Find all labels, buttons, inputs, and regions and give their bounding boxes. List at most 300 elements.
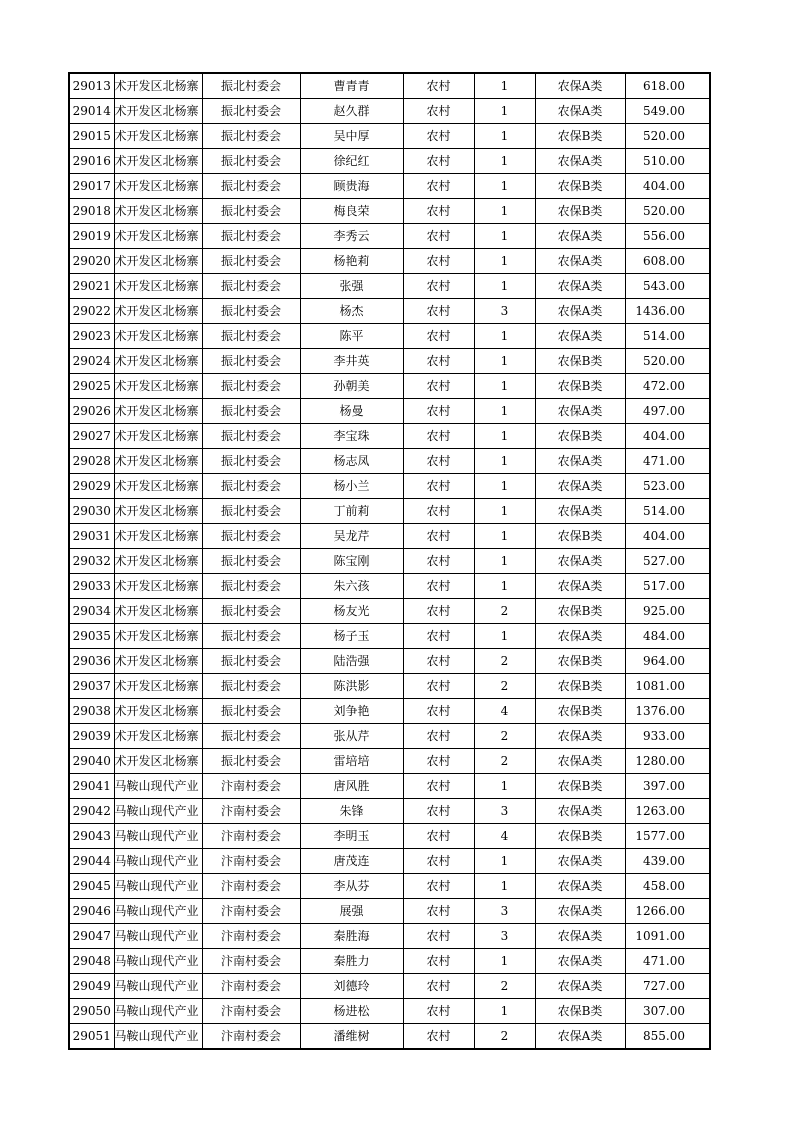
record-id-cell: 29017 [69, 174, 114, 199]
village-committee-cell: 振北村委会 [202, 424, 300, 449]
table-row [69, 574, 710, 599]
insurance-category-cell: 农保A类 [535, 73, 625, 99]
record-id-cell: 29027 [69, 424, 114, 449]
amount-cell: 471.00 [625, 449, 710, 474]
person-name-cell: 吴中厚 [300, 124, 403, 149]
person-name-cell: 张从芹 [300, 724, 403, 749]
insurance-category-cell: 农保B类 [535, 699, 625, 724]
village-committee-cell: 振北村委会 [202, 199, 300, 224]
township-cell: 术开发区北杨寨 [114, 699, 202, 724]
insurance-category-cell: 农保A类 [535, 949, 625, 974]
village-committee-cell: 振北村委会 [202, 699, 300, 724]
table-row [69, 674, 710, 699]
amount-cell: 855.00 [625, 1024, 710, 1050]
insurance-category-cell: 农保A类 [535, 274, 625, 299]
member-count-cell: 2 [474, 674, 535, 699]
village-committee-cell: 振北村委会 [202, 474, 300, 499]
subsidy-roster-table [68, 72, 711, 1050]
record-id-cell: 29023 [69, 324, 114, 349]
household-type-cell: 农村 [403, 499, 474, 524]
record-id-cell: 29035 [69, 624, 114, 649]
household-type-cell: 农村 [403, 299, 474, 324]
table-row [69, 899, 710, 924]
person-name-cell: 梅良荣 [300, 199, 403, 224]
person-name-cell: 李井英 [300, 349, 403, 374]
amount-cell: 514.00 [625, 499, 710, 524]
member-count-cell: 2 [474, 724, 535, 749]
amount-cell: 520.00 [625, 199, 710, 224]
person-name-cell: 朱锋 [300, 799, 403, 824]
person-name-cell: 杨小兰 [300, 474, 403, 499]
township-cell: 术开发区北杨寨 [114, 274, 202, 299]
insurance-category-cell: 农保B类 [535, 374, 625, 399]
record-id-cell: 29041 [69, 774, 114, 799]
record-id-cell: 29013 [69, 73, 114, 99]
member-count-cell: 1 [474, 424, 535, 449]
village-committee-cell: 振北村委会 [202, 499, 300, 524]
household-type-cell: 农村 [403, 324, 474, 349]
member-count-cell: 1 [474, 124, 535, 149]
record-id-cell: 29046 [69, 899, 114, 924]
household-type-cell: 农村 [403, 224, 474, 249]
insurance-category-cell: 农保A类 [535, 249, 625, 274]
insurance-category-cell: 农保B类 [535, 124, 625, 149]
table-row [69, 824, 710, 849]
record-id-cell: 29043 [69, 824, 114, 849]
member-count-cell: 1 [474, 399, 535, 424]
member-count-cell: 3 [474, 799, 535, 824]
member-count-cell: 1 [474, 349, 535, 374]
member-count-cell: 1 [474, 574, 535, 599]
amount-cell: 1263.00 [625, 799, 710, 824]
member-count-cell: 1 [474, 774, 535, 799]
township-cell: 术开发区北杨寨 [114, 124, 202, 149]
member-count-cell: 3 [474, 924, 535, 949]
table-row [69, 749, 710, 774]
amount-cell: 404.00 [625, 174, 710, 199]
table-row [69, 999, 710, 1024]
village-committee-cell: 汴南村委会 [202, 849, 300, 874]
township-cell: 马鞍山现代产业 [114, 849, 202, 874]
amount-cell: 523.00 [625, 474, 710, 499]
person-name-cell: 徐纪红 [300, 149, 403, 174]
insurance-category-cell: 农保B类 [535, 424, 625, 449]
amount-cell: 520.00 [625, 349, 710, 374]
village-committee-cell: 振北村委会 [202, 749, 300, 774]
household-type-cell: 农村 [403, 824, 474, 849]
person-name-cell: 杨志凤 [300, 449, 403, 474]
village-committee-cell: 振北村委会 [202, 299, 300, 324]
member-count-cell: 3 [474, 899, 535, 924]
village-committee-cell: 振北村委会 [202, 574, 300, 599]
table-row [69, 724, 710, 749]
amount-cell: 439.00 [625, 849, 710, 874]
amount-cell: 471.00 [625, 949, 710, 974]
township-cell: 马鞍山现代产业 [114, 774, 202, 799]
amount-cell: 556.00 [625, 224, 710, 249]
village-committee-cell: 汴南村委会 [202, 774, 300, 799]
village-committee-cell: 振北村委会 [202, 99, 300, 124]
village-committee-cell: 振北村委会 [202, 73, 300, 99]
member-count-cell: 1 [474, 274, 535, 299]
township-cell: 马鞍山现代产业 [114, 924, 202, 949]
household-type-cell: 农村 [403, 949, 474, 974]
person-name-cell: 曹青青 [300, 73, 403, 99]
record-id-cell: 29038 [69, 699, 114, 724]
record-id-cell: 29025 [69, 374, 114, 399]
insurance-category-cell: 农保B类 [535, 674, 625, 699]
amount-cell: 1081.00 [625, 674, 710, 699]
household-type-cell: 农村 [403, 174, 474, 199]
member-count-cell: 1 [474, 99, 535, 124]
table-row [69, 624, 710, 649]
member-count-cell: 1 [474, 474, 535, 499]
household-type-cell: 农村 [403, 124, 474, 149]
township-cell: 马鞍山现代产业 [114, 1024, 202, 1050]
record-id-cell: 29014 [69, 99, 114, 124]
township-cell: 术开发区北杨寨 [114, 749, 202, 774]
household-type-cell: 农村 [403, 849, 474, 874]
table-row [69, 649, 710, 674]
amount-cell: 1436.00 [625, 299, 710, 324]
table-row [69, 699, 710, 724]
person-name-cell: 陈宝刚 [300, 549, 403, 574]
person-name-cell: 潘维树 [300, 1024, 403, 1050]
amount-cell: 497.00 [625, 399, 710, 424]
amount-cell: 618.00 [625, 73, 710, 99]
person-name-cell: 李宝珠 [300, 424, 403, 449]
record-id-cell: 29036 [69, 649, 114, 674]
village-committee-cell: 振北村委会 [202, 549, 300, 574]
person-name-cell: 吴龙芹 [300, 524, 403, 549]
household-type-cell: 农村 [403, 449, 474, 474]
table-row [69, 599, 710, 624]
village-committee-cell: 汴南村委会 [202, 874, 300, 899]
township-cell: 术开发区北杨寨 [114, 199, 202, 224]
household-type-cell: 农村 [403, 274, 474, 299]
record-id-cell: 29026 [69, 399, 114, 424]
insurance-category-cell: 农保A类 [535, 549, 625, 574]
township-cell: 术开发区北杨寨 [114, 574, 202, 599]
member-count-cell: 1 [474, 224, 535, 249]
insurance-category-cell: 农保A类 [535, 1024, 625, 1050]
village-committee-cell: 振北村委会 [202, 674, 300, 699]
village-committee-cell: 汴南村委会 [202, 924, 300, 949]
member-count-cell: 2 [474, 1024, 535, 1050]
household-type-cell: 农村 [403, 999, 474, 1024]
insurance-category-cell: 农保A类 [535, 324, 625, 349]
village-committee-cell: 汴南村委会 [202, 999, 300, 1024]
person-name-cell: 秦胜力 [300, 949, 403, 974]
amount-cell: 484.00 [625, 624, 710, 649]
amount-cell: 727.00 [625, 974, 710, 999]
village-committee-cell: 汴南村委会 [202, 1024, 300, 1050]
table-row [69, 224, 710, 249]
insurance-category-cell: 农保A类 [535, 899, 625, 924]
record-id-cell: 29047 [69, 924, 114, 949]
village-committee-cell: 振北村委会 [202, 599, 300, 624]
person-name-cell: 唐茂连 [300, 849, 403, 874]
township-cell: 马鞍山现代产业 [114, 874, 202, 899]
person-name-cell: 刘德玲 [300, 974, 403, 999]
village-committee-cell: 汴南村委会 [202, 799, 300, 824]
person-name-cell: 杨子玉 [300, 624, 403, 649]
township-cell: 术开发区北杨寨 [114, 499, 202, 524]
household-type-cell: 农村 [403, 599, 474, 624]
amount-cell: 514.00 [625, 324, 710, 349]
table-row [69, 799, 710, 824]
township-cell: 术开发区北杨寨 [114, 299, 202, 324]
insurance-category-cell: 农保A类 [535, 924, 625, 949]
insurance-category-cell: 农保B类 [535, 174, 625, 199]
amount-cell: 1376.00 [625, 699, 710, 724]
village-committee-cell: 振北村委会 [202, 224, 300, 249]
township-cell: 术开发区北杨寨 [114, 374, 202, 399]
township-cell: 马鞍山现代产业 [114, 899, 202, 924]
household-type-cell: 农村 [403, 674, 474, 699]
village-committee-cell: 振北村委会 [202, 124, 300, 149]
table-row [69, 474, 710, 499]
township-cell: 术开发区北杨寨 [114, 399, 202, 424]
member-count-cell: 2 [474, 749, 535, 774]
township-cell: 马鞍山现代产业 [114, 974, 202, 999]
household-type-cell: 农村 [403, 724, 474, 749]
village-committee-cell: 振北村委会 [202, 274, 300, 299]
village-committee-cell: 汴南村委会 [202, 899, 300, 924]
person-name-cell: 张强 [300, 274, 403, 299]
village-committee-cell: 振北村委会 [202, 524, 300, 549]
village-committee-cell: 汴南村委会 [202, 949, 300, 974]
record-id-cell: 29021 [69, 274, 114, 299]
insurance-category-cell: 农保A类 [535, 799, 625, 824]
member-count-cell: 1 [474, 999, 535, 1024]
insurance-category-cell: 农保A类 [535, 474, 625, 499]
record-id-cell: 29048 [69, 949, 114, 974]
amount-cell: 397.00 [625, 774, 710, 799]
insurance-category-cell: 农保A类 [535, 499, 625, 524]
household-type-cell: 农村 [403, 99, 474, 124]
village-committee-cell: 振北村委会 [202, 399, 300, 424]
member-count-cell: 1 [474, 73, 535, 99]
household-type-cell: 农村 [403, 699, 474, 724]
record-id-cell: 29019 [69, 224, 114, 249]
township-cell: 术开发区北杨寨 [114, 449, 202, 474]
member-count-cell: 1 [474, 324, 535, 349]
table-row [69, 424, 710, 449]
record-id-cell: 29044 [69, 849, 114, 874]
household-type-cell: 农村 [403, 624, 474, 649]
member-count-cell: 1 [474, 849, 535, 874]
table-row [69, 374, 710, 399]
person-name-cell: 雷培培 [300, 749, 403, 774]
member-count-cell: 3 [474, 299, 535, 324]
table-row [69, 99, 710, 124]
amount-cell: 307.00 [625, 999, 710, 1024]
record-id-cell: 29029 [69, 474, 114, 499]
township-cell: 术开发区北杨寨 [114, 724, 202, 749]
record-id-cell: 29018 [69, 199, 114, 224]
member-count-cell: 1 [474, 449, 535, 474]
household-type-cell: 农村 [403, 199, 474, 224]
insurance-category-cell: 农保B类 [535, 349, 625, 374]
township-cell: 术开发区北杨寨 [114, 149, 202, 174]
person-name-cell: 赵久群 [300, 99, 403, 124]
amount-cell: 1577.00 [625, 824, 710, 849]
insurance-category-cell: 农保A类 [535, 849, 625, 874]
member-count-cell: 1 [474, 549, 535, 574]
amount-cell: 933.00 [625, 724, 710, 749]
amount-cell: 472.00 [625, 374, 710, 399]
record-id-cell: 29015 [69, 124, 114, 149]
village-committee-cell: 振北村委会 [202, 374, 300, 399]
household-type-cell: 农村 [403, 574, 474, 599]
member-count-cell: 1 [474, 149, 535, 174]
household-type-cell: 农村 [403, 474, 474, 499]
person-name-cell: 唐风胜 [300, 774, 403, 799]
person-name-cell: 陈洪影 [300, 674, 403, 699]
person-name-cell: 李明玉 [300, 824, 403, 849]
person-name-cell: 陈平 [300, 324, 403, 349]
insurance-category-cell: 农保A类 [535, 449, 625, 474]
person-name-cell: 顾贵海 [300, 174, 403, 199]
member-count-cell: 1 [474, 949, 535, 974]
insurance-category-cell: 农保B类 [535, 649, 625, 674]
household-type-cell: 农村 [403, 249, 474, 274]
record-id-cell: 29037 [69, 674, 114, 699]
insurance-category-cell: 农保A类 [535, 724, 625, 749]
table-row [69, 549, 710, 574]
village-committee-cell: 振北村委会 [202, 149, 300, 174]
amount-cell: 549.00 [625, 99, 710, 124]
household-type-cell: 农村 [403, 524, 474, 549]
household-type-cell: 农村 [403, 974, 474, 999]
insurance-category-cell: 农保A类 [535, 574, 625, 599]
insurance-category-cell: 农保B类 [535, 824, 625, 849]
household-type-cell: 农村 [403, 424, 474, 449]
table-row [69, 524, 710, 549]
household-type-cell: 农村 [403, 899, 474, 924]
member-count-cell: 4 [474, 699, 535, 724]
insurance-category-cell: 农保B类 [535, 524, 625, 549]
person-name-cell: 杨曼 [300, 399, 403, 424]
township-cell: 术开发区北杨寨 [114, 324, 202, 349]
amount-cell: 1280.00 [625, 749, 710, 774]
village-committee-cell: 振北村委会 [202, 449, 300, 474]
household-type-cell: 农村 [403, 349, 474, 374]
record-id-cell: 29032 [69, 549, 114, 574]
table-row [69, 399, 710, 424]
insurance-category-cell: 农保B类 [535, 774, 625, 799]
township-cell: 术开发区北杨寨 [114, 674, 202, 699]
table-row [69, 974, 710, 999]
township-cell: 马鞍山现代产业 [114, 949, 202, 974]
village-committee-cell: 振北村委会 [202, 324, 300, 349]
township-cell: 术开发区北杨寨 [114, 649, 202, 674]
table-row [69, 324, 710, 349]
amount-cell: 517.00 [625, 574, 710, 599]
insurance-category-cell: 农保A类 [535, 974, 625, 999]
township-cell: 术开发区北杨寨 [114, 99, 202, 124]
record-id-cell: 29030 [69, 499, 114, 524]
township-cell: 术开发区北杨寨 [114, 349, 202, 374]
person-name-cell: 杨艳莉 [300, 249, 403, 274]
record-id-cell: 29040 [69, 749, 114, 774]
member-count-cell: 2 [474, 974, 535, 999]
person-name-cell: 秦胜海 [300, 924, 403, 949]
member-count-cell: 1 [474, 374, 535, 399]
household-type-cell: 农村 [403, 73, 474, 99]
household-type-cell: 农村 [403, 799, 474, 824]
person-name-cell: 杨友光 [300, 599, 403, 624]
person-name-cell: 朱六孩 [300, 574, 403, 599]
township-cell: 术开发区北杨寨 [114, 174, 202, 199]
table-row [69, 924, 710, 949]
record-id-cell: 29024 [69, 349, 114, 374]
record-id-cell: 29051 [69, 1024, 114, 1050]
member-count-cell: 2 [474, 649, 535, 674]
insurance-category-cell: 农保A类 [535, 224, 625, 249]
insurance-category-cell: 农保A类 [535, 149, 625, 174]
member-count-cell: 1 [474, 874, 535, 899]
village-committee-cell: 振北村委会 [202, 174, 300, 199]
amount-cell: 510.00 [625, 149, 710, 174]
person-name-cell: 丁前莉 [300, 499, 403, 524]
person-name-cell: 展强 [300, 899, 403, 924]
member-count-cell: 1 [474, 199, 535, 224]
household-type-cell: 农村 [403, 749, 474, 774]
person-name-cell: 杨进松 [300, 999, 403, 1024]
household-type-cell: 农村 [403, 874, 474, 899]
table-row [69, 73, 710, 99]
table-row [69, 274, 710, 299]
record-id-cell: 29045 [69, 874, 114, 899]
village-committee-cell: 振北村委会 [202, 724, 300, 749]
insurance-category-cell: 农保B类 [535, 199, 625, 224]
person-name-cell: 刘争艳 [300, 699, 403, 724]
amount-cell: 925.00 [625, 599, 710, 624]
table-row [69, 174, 710, 199]
table-row [69, 499, 710, 524]
village-committee-cell: 振北村委会 [202, 649, 300, 674]
member-count-cell: 1 [474, 524, 535, 549]
table-row [69, 874, 710, 899]
insurance-category-cell: 农保B类 [535, 599, 625, 624]
member-count-cell: 1 [474, 624, 535, 649]
table-row [69, 299, 710, 324]
township-cell: 术开发区北杨寨 [114, 224, 202, 249]
record-id-cell: 29016 [69, 149, 114, 174]
person-name-cell: 陆浩强 [300, 649, 403, 674]
amount-cell: 404.00 [625, 424, 710, 449]
village-committee-cell: 汴南村委会 [202, 824, 300, 849]
member-count-cell: 1 [474, 174, 535, 199]
table-row [69, 149, 710, 174]
township-cell: 术开发区北杨寨 [114, 73, 202, 99]
person-name-cell: 李秀云 [300, 224, 403, 249]
village-committee-cell: 汴南村委会 [202, 974, 300, 999]
record-id-cell: 29022 [69, 299, 114, 324]
amount-cell: 1266.00 [625, 899, 710, 924]
amount-cell: 608.00 [625, 249, 710, 274]
amount-cell: 964.00 [625, 649, 710, 674]
township-cell: 术开发区北杨寨 [114, 474, 202, 499]
insurance-category-cell: 农保A类 [535, 874, 625, 899]
table-row [69, 949, 710, 974]
record-id-cell: 29042 [69, 799, 114, 824]
member-count-cell: 2 [474, 599, 535, 624]
household-type-cell: 农村 [403, 924, 474, 949]
person-name-cell: 杨杰 [300, 299, 403, 324]
